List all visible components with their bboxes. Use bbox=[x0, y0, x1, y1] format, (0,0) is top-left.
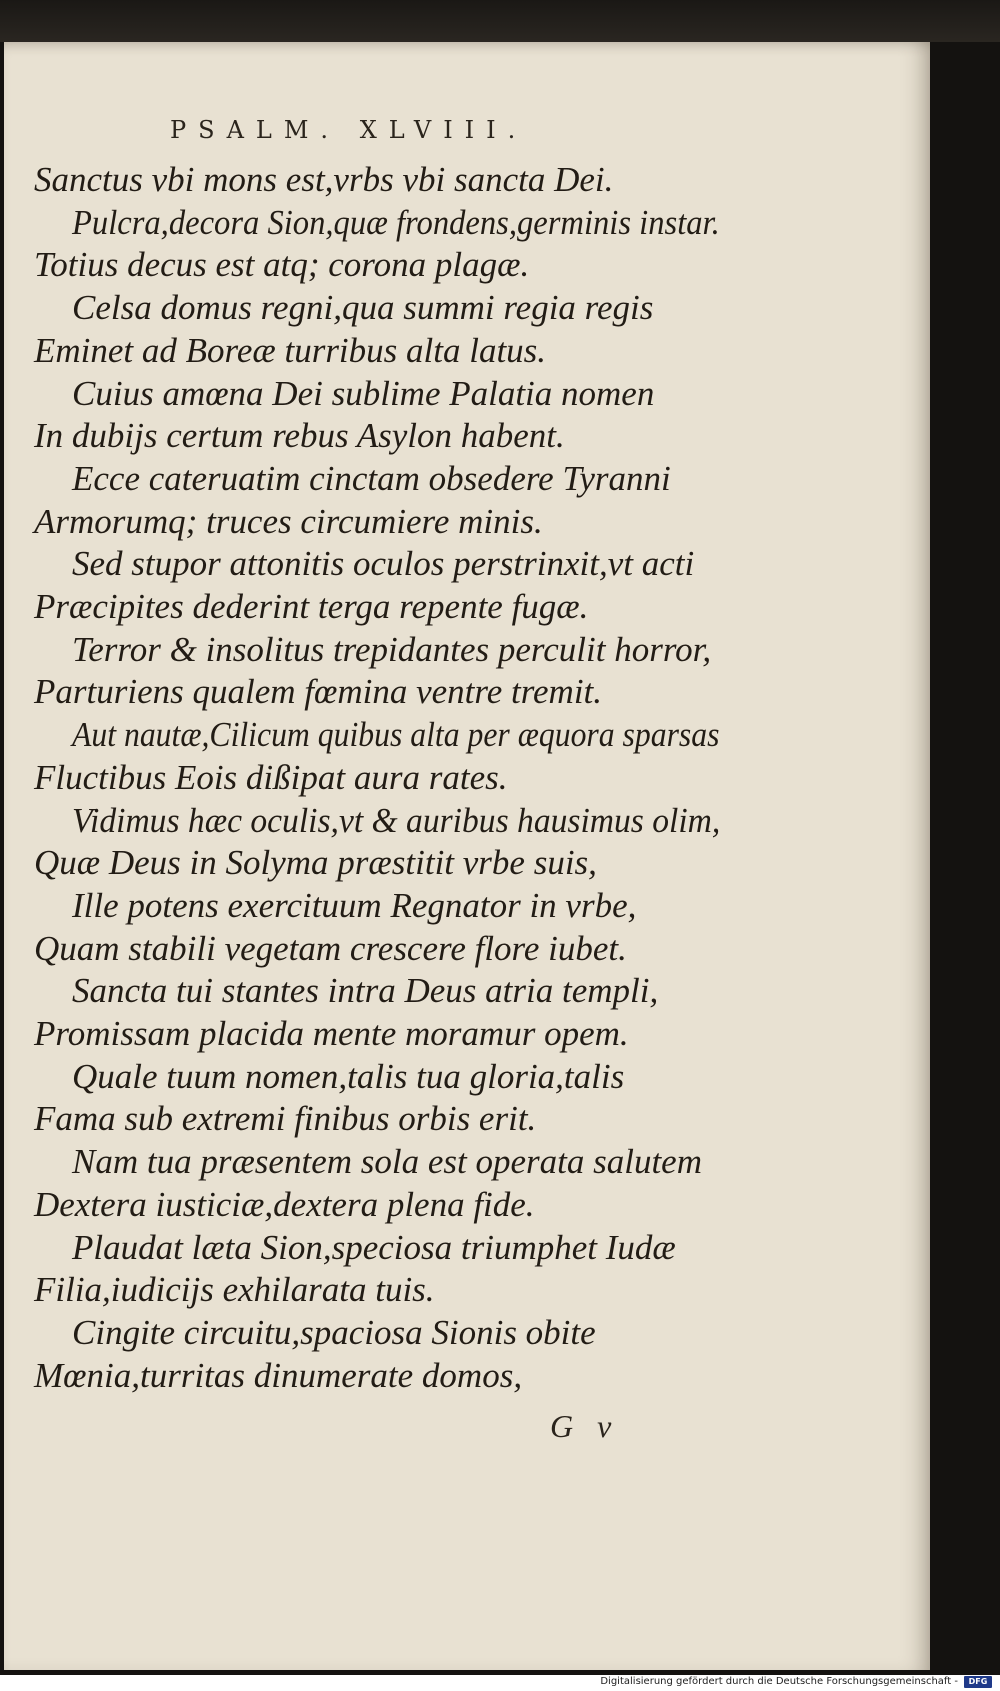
verse-line: Cingite circuitu,spaciosa Sionis obite bbox=[72, 1312, 596, 1352]
verse-line: Quæ Deus in Solyma præstitit vrbe suis, bbox=[34, 843, 597, 883]
verse-line: Plaudat læta Sion,speciosa triumphet Iudæ bbox=[72, 1227, 676, 1267]
verse-line: Armorumq; truces circumiere minis. bbox=[34, 501, 543, 541]
footer-credit: Digitalisierung gefördert durch die Deutsche Forschungsgemeinschaft - bbox=[600, 1676, 958, 1687]
verse-line: In dubijs certum rebus Asylon habent. bbox=[34, 416, 565, 456]
verse-line: Ille potens exercituum Regnator in vrbe, bbox=[72, 885, 637, 925]
running-title: PSALM. XLVIII. bbox=[170, 116, 528, 144]
verse-line: Filia,iudicijs exhilarata tuis. bbox=[34, 1270, 435, 1310]
verse-line: Promissam placida mente moramur opem. bbox=[34, 1014, 629, 1053]
verse-line: Sancta tui stantes intra Deus atria templi, bbox=[72, 971, 659, 1011]
verse-line: Aut nautæ,Cilicum quibus alta per æquora sparsas bbox=[72, 715, 720, 755]
verse-line: Terror & insolitus trepidantes perculit horror, bbox=[72, 629, 712, 669]
signature-mark: G v bbox=[550, 1408, 620, 1444]
verse-line: Parturiens qualem fœmina ventre tremit. bbox=[34, 672, 603, 712]
verse-line: Pulcra,decora Sion,quæ frondens,germinis instar. bbox=[72, 202, 720, 242]
verse-line: Nam tua præsentem sola est operata salutem bbox=[72, 1142, 702, 1182]
verse-line: Quam stabili vegetam crescere flore iubet. bbox=[34, 928, 627, 968]
dfg-logo-icon: DFG bbox=[964, 1676, 992, 1688]
verse-line: Fluctibus Eois dißipat aura rates. bbox=[34, 757, 508, 797]
verse-line: Quale tuum nomen,talis tua gloria,talis bbox=[72, 1056, 625, 1096]
verse-line: Celsa domus regni,qua summi regia regis bbox=[72, 288, 654, 328]
verse-line: Ecce cateruatim cinctam obsedere Tyranni bbox=[72, 458, 671, 498]
verse-line: Mœnia,turritas dinumerate domos, bbox=[34, 1355, 523, 1395]
verse-line: Sanctus vbi mons est,vrbs vbi sancta Dei. bbox=[34, 160, 614, 199]
verse-line: Eminet ad Boreæ turribus alta latus. bbox=[34, 330, 547, 370]
verse-line: Vidimus hæc oculis,vt & auribus hausimus olim, bbox=[72, 800, 721, 840]
verse-line: Fama sub extremi finibus orbis erit. bbox=[34, 1099, 537, 1139]
verse-line: Cuius amœna Dei sublime Palatia nomen bbox=[72, 373, 655, 413]
verse-line: Totius decus est atq; corona plagæ. bbox=[34, 245, 530, 285]
verse-line: Præcipites dederint terga repente fugæ. bbox=[34, 587, 589, 626]
verse-line: Sed stupor attonitis oculos perstrinxit,vt acti bbox=[72, 544, 695, 584]
verse-line: Dextera iusticiæ,dextera plena fide. bbox=[34, 1184, 535, 1224]
top-edge bbox=[0, 0, 1000, 42]
